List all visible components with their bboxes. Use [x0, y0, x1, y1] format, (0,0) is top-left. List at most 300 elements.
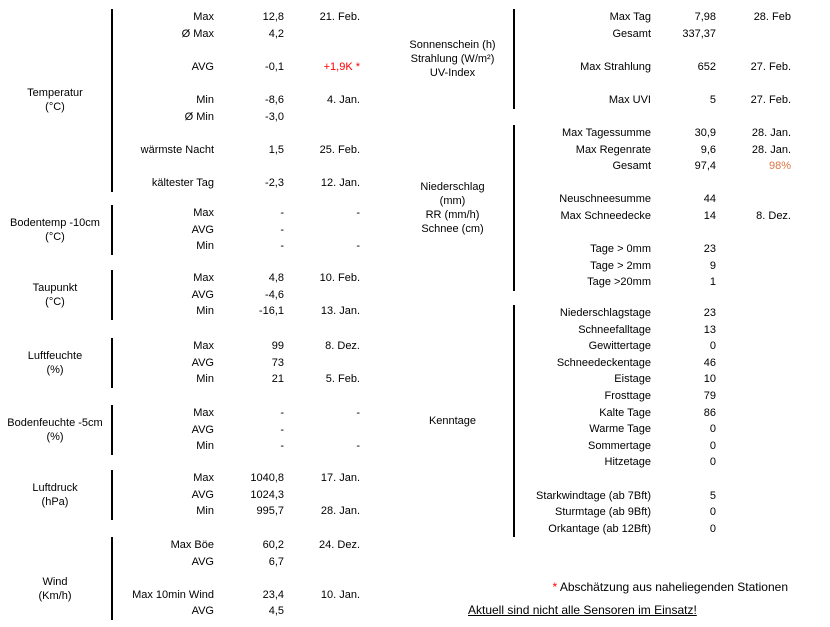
category-line: Niederschlag — [420, 181, 485, 193]
stat-date — [716, 175, 791, 192]
stat-value: -3,0 — [265, 110, 284, 123]
section-divider-bar — [111, 405, 113, 455]
stat-value: - — [280, 407, 284, 419]
stat-label: Min — [196, 305, 214, 318]
stat-value: - — [280, 423, 284, 436]
stat-date — [284, 42, 360, 59]
section-divider-bar — [111, 270, 113, 320]
stat-value: -2,3 — [265, 176, 284, 189]
stat-label: Max Böe — [170, 539, 214, 551]
stat-label: wärmste Nacht — [140, 143, 214, 156]
stat-row — [516, 454, 791, 471]
stat-date — [284, 487, 360, 504]
stat-row — [114, 355, 360, 372]
stat-label: Max Schneedecke — [560, 209, 651, 222]
stat-date — [716, 338, 791, 355]
stat-row — [114, 9, 360, 26]
stat-row — [516, 75, 791, 92]
stat-rows — [114, 405, 360, 455]
stat-value: - — [280, 223, 284, 236]
stat-row — [516, 371, 791, 388]
stat-date — [284, 75, 360, 92]
stat-date: 28. Jan. — [320, 505, 360, 518]
stat-value: 652 — [697, 60, 716, 73]
stat-label: Eistage — [614, 373, 651, 386]
stat-date — [284, 287, 360, 304]
stat-row — [114, 554, 360, 571]
category-line: (%) — [46, 363, 64, 376]
stat-row — [516, 274, 791, 291]
stat-row — [114, 438, 360, 455]
stat-label: Max 10min Wind — [132, 588, 214, 601]
stat-value: 1,5 — [268, 143, 284, 156]
stat-value — [651, 75, 716, 92]
section-divider-bar — [111, 470, 113, 520]
category-label — [0, 547, 110, 627]
stat-label: Gesamt — [612, 27, 651, 40]
stat-row — [516, 191, 791, 208]
stat-label: Tage > 0mm — [590, 243, 651, 256]
stat-row — [114, 587, 360, 604]
stat-value: 5 — [709, 489, 716, 502]
stat-date — [716, 26, 791, 43]
stat-label — [114, 125, 214, 142]
category-line: (mm) — [439, 195, 466, 207]
stat-label: AVG — [191, 60, 214, 73]
stat-date: - — [356, 407, 360, 419]
stat-row — [516, 322, 791, 339]
stat-value: 23 — [703, 243, 716, 256]
stat-label: kältester Tag — [151, 176, 214, 189]
stat-row — [114, 603, 360, 620]
stat-label: Max — [193, 407, 214, 419]
section-luftfeuchte — [0, 338, 370, 388]
stat-value: 21 — [271, 373, 284, 386]
section-bodenfeuchte — [0, 405, 370, 455]
stat-label: Kalte Tage — [599, 406, 651, 419]
stat-date — [716, 355, 791, 372]
stat-row — [516, 9, 791, 26]
stat-value: 10 — [703, 373, 716, 386]
section-divider-bar — [513, 125, 515, 291]
stat-date — [716, 388, 791, 405]
stat-label: Sturmtage (ab 9Bft) — [555, 506, 651, 519]
category-line: (hPa) — [41, 495, 69, 508]
stat-value: 86 — [703, 406, 716, 419]
stat-label: Min — [196, 240, 214, 253]
stat-row — [114, 59, 360, 76]
stat-date — [284, 222, 360, 239]
category-label — [0, 270, 110, 320]
stat-row — [114, 270, 360, 287]
stat-label: Gewittertage — [588, 340, 651, 353]
category-line: Temperatur — [27, 87, 83, 100]
stat-label: Max — [193, 207, 214, 219]
stat-row — [516, 521, 791, 538]
stat-row — [516, 208, 791, 225]
stat-label: Max Strahlung — [580, 60, 651, 73]
stat-label — [516, 471, 651, 488]
stat-value: -4,6 — [265, 288, 284, 301]
stat-row — [516, 158, 791, 175]
stat-label — [114, 158, 214, 175]
stat-date: 10. Feb. — [319, 272, 360, 284]
stat-row — [114, 371, 360, 388]
section-bodentemp — [0, 205, 370, 255]
category-line: (°C) — [45, 230, 65, 243]
stat-value: 0 — [709, 439, 716, 452]
category-label — [0, 470, 110, 520]
stat-label: Schneefalltage — [578, 323, 651, 336]
stat-date — [284, 554, 360, 571]
stat-label: Max Tagessumme — [561, 127, 651, 139]
stat-value: 99 — [271, 340, 284, 352]
stat-label: Hitzetage — [604, 456, 651, 469]
category-line: Wind — [42, 575, 68, 588]
stat-row — [114, 487, 360, 504]
stat-row — [114, 75, 360, 92]
stat-date — [716, 438, 791, 455]
stat-date — [716, 191, 791, 208]
stat-value: 23 — [703, 307, 716, 319]
stat-label — [114, 570, 214, 587]
category-line: Schnee (cm) — [421, 223, 484, 235]
footnote-estimation — [388, 579, 788, 595]
stat-date: 28. Jan. — [751, 143, 791, 156]
stat-row — [114, 503, 360, 520]
category-line: UV-Index — [429, 66, 476, 79]
stat-label: AVG — [191, 555, 214, 568]
stat-value: 6,7 — [268, 555, 284, 568]
stat-value: 4,8 — [268, 272, 284, 284]
stat-date — [716, 371, 791, 388]
stat-rows — [114, 270, 360, 320]
stat-value: 97,4 — [694, 160, 716, 173]
stat-value — [214, 125, 284, 142]
stat-row — [114, 287, 360, 304]
stat-date — [284, 603, 360, 620]
category-line: (Km/h) — [38, 589, 72, 602]
stat-row — [114, 470, 360, 487]
stat-value: 9 — [709, 259, 716, 272]
stat-date — [716, 504, 791, 521]
stat-row — [114, 125, 360, 142]
stat-date: +1,9K * — [323, 60, 360, 73]
stat-value: 9,6 — [700, 143, 716, 156]
stat-date — [284, 109, 360, 126]
stat-label: Neuschneesumme — [559, 193, 651, 206]
stat-date — [716, 521, 791, 538]
stat-row — [516, 42, 791, 59]
stat-date: 25. Feb. — [319, 143, 360, 156]
stat-date — [716, 305, 791, 322]
stat-value: 79 — [703, 389, 716, 402]
stat-row — [114, 175, 360, 192]
stat-rows — [114, 9, 360, 192]
stat-value: 46 — [703, 356, 716, 369]
stat-value: 4,5 — [268, 605, 284, 618]
stat-row — [114, 537, 360, 554]
stat-label: Max Regenrate — [575, 143, 651, 156]
stat-rows — [114, 470, 360, 520]
category-label — [0, 9, 110, 192]
stat-date — [716, 241, 791, 258]
category-line: (%) — [46, 430, 64, 443]
stat-value: 0 — [709, 456, 716, 469]
stat-date: 98% — [768, 160, 791, 173]
stat-label — [516, 175, 651, 192]
stat-label: Ø Min — [184, 110, 214, 123]
stat-value: 60,2 — [262, 539, 284, 551]
stat-row — [516, 438, 791, 455]
stat-date: 24. Dez. — [319, 539, 360, 551]
stat-label: Max — [193, 11, 214, 23]
sensor-warning-text: Aktuell sind nicht alle Sensoren im Einsatz! — [468, 603, 697, 617]
stat-value: 995,7 — [256, 505, 284, 518]
stat-row — [516, 421, 791, 438]
category-line: Taupunkt — [32, 281, 78, 294]
stat-date: 21. Feb. — [319, 11, 360, 23]
stat-date — [284, 158, 360, 175]
stat-date — [284, 125, 360, 142]
stat-date: 10. Jan. — [320, 588, 360, 601]
stat-label: AVG — [191, 423, 214, 436]
stat-value: 14 — [703, 209, 716, 222]
stat-label: Schneedeckentage — [556, 356, 651, 369]
stat-date — [716, 488, 791, 505]
stat-value: - — [280, 440, 284, 453]
stat-value: 1040,8 — [250, 472, 284, 484]
stat-value: 0 — [709, 340, 716, 353]
stat-row — [516, 258, 791, 275]
stat-date: 27. Feb. — [750, 60, 791, 73]
category-line: RR (mm/h) — [425, 209, 480, 221]
stat-date — [716, 75, 791, 92]
stat-rows — [516, 9, 791, 109]
section-temperatur — [0, 9, 370, 192]
stat-date: 5. Feb. — [325, 373, 360, 386]
stat-rows — [114, 205, 360, 255]
stat-row — [516, 241, 791, 258]
stat-row — [516, 59, 791, 76]
category-line: (°C) — [45, 101, 65, 114]
stat-value: 13 — [703, 323, 716, 336]
category-line: Luftdruck — [32, 481, 78, 494]
stat-value — [214, 42, 284, 59]
stat-value: - — [280, 240, 284, 253]
stat-rows — [516, 125, 791, 291]
stat-date — [284, 26, 360, 43]
category-label — [395, 125, 510, 291]
asterisk-marker: * — [552, 580, 558, 594]
category-label — [395, 305, 510, 537]
section-taupunkt — [0, 270, 370, 320]
stat-label: Min — [196, 440, 214, 453]
stat-value: 1024,3 — [250, 488, 284, 501]
stat-value — [651, 175, 716, 192]
footnote-text: Abschätzung aus naheliegenden Stationen — [557, 580, 788, 594]
section-divider-bar — [513, 9, 515, 109]
stat-row — [516, 355, 791, 372]
stat-date — [716, 258, 791, 275]
stat-label: Max — [193, 472, 214, 484]
stat-row — [114, 142, 360, 159]
stat-label: Gesamt — [612, 160, 651, 173]
stat-label: AVG — [191, 356, 214, 369]
stat-value: -8,6 — [265, 93, 284, 106]
stat-date — [716, 421, 791, 438]
stat-label — [516, 225, 651, 242]
stat-row — [114, 26, 360, 43]
stat-label: AVG — [191, 488, 214, 501]
stat-label — [516, 75, 651, 92]
section-kenntage — [395, 305, 795, 537]
stat-label: Frosttage — [604, 389, 651, 402]
section-divider-bar — [111, 338, 113, 388]
stat-label: Tage > 2mm — [590, 259, 651, 272]
stat-value: 0 — [709, 506, 716, 519]
stat-label: Sommertage — [588, 439, 651, 452]
stat-date — [716, 225, 791, 242]
stat-row — [516, 142, 791, 159]
stat-value: 0 — [709, 423, 716, 436]
stat-label: Max Tag — [609, 11, 651, 23]
stat-rows — [516, 305, 791, 537]
stat-value — [214, 570, 284, 587]
section-divider-bar — [513, 305, 515, 537]
stat-row — [114, 422, 360, 439]
stat-row — [114, 570, 360, 587]
stat-row — [114, 238, 360, 255]
category-label — [0, 338, 110, 388]
stat-date: 12. Jan. — [320, 176, 360, 189]
stat-label: Max UVI — [608, 93, 651, 106]
stat-value: 73 — [271, 356, 284, 369]
stat-date: - — [356, 240, 360, 253]
stat-row — [516, 388, 791, 405]
stat-rows — [114, 338, 360, 388]
stat-row — [516, 338, 791, 355]
stat-label — [114, 42, 214, 59]
stat-label: AVG — [191, 605, 214, 618]
stat-label: Tage >20mm — [587, 276, 651, 289]
stat-value: 30,9 — [694, 127, 716, 139]
stat-date — [716, 274, 791, 291]
stat-label: Max — [193, 272, 214, 284]
stat-date: 28. Feb — [753, 11, 791, 23]
category-line: (°C) — [45, 295, 65, 308]
stat-label: Warme Tage — [589, 423, 651, 436]
category-line: Strahlung (W/m²) — [410, 52, 495, 65]
stat-row — [114, 205, 360, 222]
stat-label — [516, 42, 651, 59]
stat-date: 8. Dez. — [325, 340, 360, 352]
stat-value: - — [280, 207, 284, 219]
stat-value — [651, 42, 716, 59]
category-label — [0, 405, 110, 455]
stat-value — [214, 158, 284, 175]
stat-date: - — [356, 207, 360, 219]
section-divider-bar — [111, 9, 113, 192]
stat-date: 27. Feb. — [750, 93, 791, 106]
stat-value — [651, 471, 716, 488]
stat-date — [284, 422, 360, 439]
stat-date: - — [356, 440, 360, 453]
stat-value — [214, 75, 284, 92]
stat-row — [516, 305, 791, 322]
stat-label: Orkantage (ab 12Bft) — [548, 522, 651, 535]
stat-row — [516, 405, 791, 422]
stat-date — [716, 322, 791, 339]
stat-row — [516, 175, 791, 192]
stat-row — [114, 158, 360, 175]
stat-row — [114, 109, 360, 126]
stat-row — [516, 488, 791, 505]
category-line: Kenntage — [428, 415, 477, 428]
stat-row — [516, 504, 791, 521]
stat-value: 0 — [709, 522, 716, 535]
section-divider-bar — [111, 205, 113, 255]
category-line: Luftfeuchte — [27, 349, 83, 362]
stat-date: 4. Jan. — [326, 93, 360, 106]
stat-value: 4,2 — [268, 27, 284, 40]
section-wind — [0, 537, 370, 620]
stat-value: 1 — [709, 276, 716, 289]
section-luftdruck — [0, 470, 370, 520]
stat-date — [284, 570, 360, 587]
section-niederschlag — [395, 125, 795, 291]
category-label — [0, 205, 110, 255]
stat-row — [516, 92, 791, 109]
stat-row — [516, 225, 791, 242]
stat-date: 17. Jan. — [320, 472, 360, 484]
stat-label: Min — [196, 505, 214, 518]
stat-value: 23,4 — [262, 588, 284, 601]
stat-row — [114, 222, 360, 239]
stat-value: 12,8 — [262, 11, 284, 23]
stat-label: AVG — [191, 223, 214, 236]
category-line: Bodentemp -10cm — [10, 216, 100, 229]
section-sonnenschein — [395, 9, 795, 109]
stat-row — [516, 471, 791, 488]
stat-label: Min — [196, 93, 214, 106]
stat-label: Min — [196, 373, 214, 386]
stat-label: Ø Max — [181, 27, 214, 40]
stat-value — [651, 225, 716, 242]
stat-row — [114, 92, 360, 109]
stat-rows — [114, 537, 360, 620]
stat-date — [716, 42, 791, 59]
stat-label: AVG — [191, 288, 214, 301]
stat-value: 5 — [709, 93, 716, 106]
stat-value: 44 — [703, 193, 716, 206]
stat-date — [716, 405, 791, 422]
stat-date: 28. Jan. — [751, 127, 791, 139]
stat-row — [114, 338, 360, 355]
stat-row — [114, 303, 360, 320]
stat-date — [716, 454, 791, 471]
category-line: Sonnenschein (h) — [409, 38, 496, 51]
stat-date — [284, 355, 360, 372]
stat-date: 8. Dez. — [756, 209, 791, 222]
section-divider-bar — [111, 537, 113, 620]
stat-row — [114, 42, 360, 59]
stat-date: 13. Jan. — [320, 305, 360, 318]
stat-label: Max — [193, 340, 214, 352]
stat-value: 337,37 — [682, 27, 716, 40]
stat-value: 7,98 — [694, 11, 716, 23]
stat-row — [114, 405, 360, 422]
